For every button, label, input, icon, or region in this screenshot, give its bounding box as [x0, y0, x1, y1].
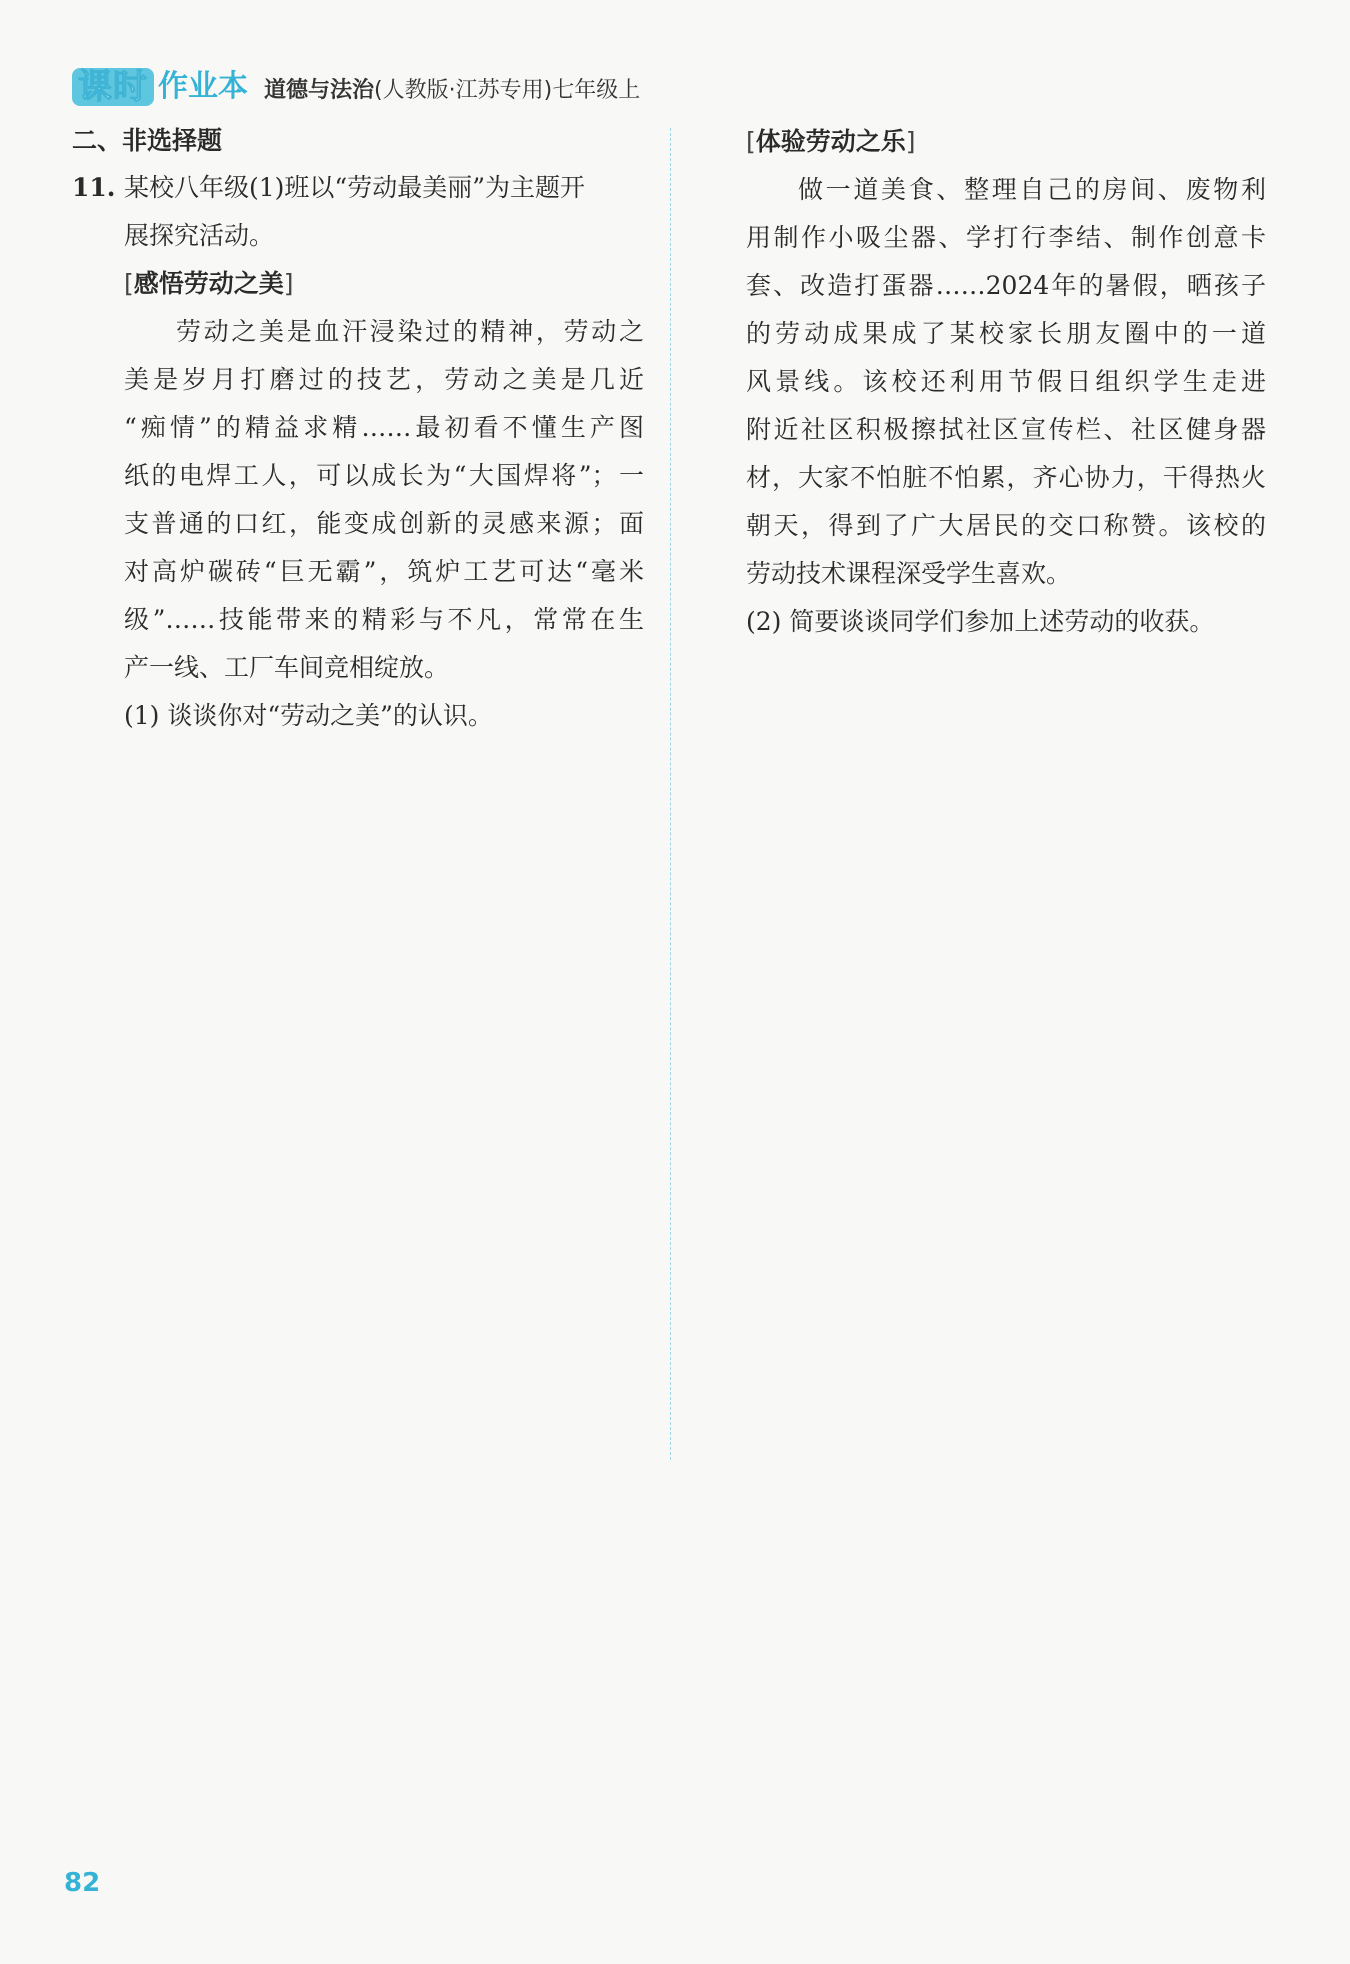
bracket-close: ] — [905, 127, 916, 156]
bracket-open: [ — [124, 269, 134, 298]
passage-line: 的劳动成果成了某校家长朋友圈中的一道 — [746, 319, 1266, 348]
passage-line: 劳动技术课程深受学生喜欢。 — [746, 559, 1072, 588]
part1-heading — [124, 260, 644, 308]
passage-line: 套、改造打蛋器……2024年的暑假，晒孩子 — [746, 271, 1266, 300]
edition-label: (人教版·江苏专用) — [374, 78, 553, 103]
page-number: 82 — [64, 1868, 101, 1898]
bracket-open: [ — [746, 127, 756, 156]
passage-line: “痴情”的精益求精……最初看不懂生产图 — [124, 413, 644, 442]
passage-line: 用制作小吸尘器、学打行李结、制作创意卡 — [746, 223, 1266, 252]
page-header — [72, 68, 640, 106]
bracket-close: ] — [283, 269, 294, 298]
question-stem-text: 某校八年级(1)班以“劳动最美丽”为主题开 — [124, 173, 585, 202]
passage-line: 材，大家不怕脏不怕累，齐心协力，干得热火 — [746, 463, 1266, 492]
column-divider — [670, 128, 671, 1460]
subquestion-2: (2) 简要谈谈同学们参加上述劳动的收获。 — [746, 607, 1215, 636]
subquestion-1: (1) 谈谈你对“劳动之美”的认识。 — [124, 701, 493, 730]
passage-line: 对高炉碳砖“巨无霸”，筑炉工艺可达“毫米 — [124, 557, 644, 586]
part1-title: 感悟劳动之美 — [133, 269, 284, 298]
passage-line: 美是岁月打磨过的技艺，劳动之美是几近 — [124, 365, 644, 394]
question-stem-line — [72, 164, 644, 212]
brand-name: 作业本 — [158, 69, 248, 104]
part1-passage — [124, 308, 644, 692]
right-column — [746, 118, 1266, 646]
passage-line: 支普通的口红，能变成创新的灵感来源；面 — [124, 509, 644, 538]
section-title: 二、非选择题 — [72, 126, 223, 155]
passage-line: 级”……技能带来的精彩与不凡，常常在生 — [124, 605, 644, 634]
part2-heading — [746, 118, 1266, 166]
passage-line: 劳动之美是血汗浸染过的精神，劳动之 — [176, 317, 644, 346]
part2-title: 体验劳动之乐 — [755, 127, 906, 156]
subject-title: 道德与法治 — [264, 78, 375, 103]
passage-line: 做一道美食、整理自己的房间、废物利 — [798, 175, 1266, 204]
left-column — [72, 118, 644, 740]
brand — [72, 68, 248, 106]
question-body — [72, 212, 644, 740]
question-stem-line: 展探究活动。 — [124, 221, 275, 250]
passage-line: 风景线。该校还利用节假日组织学生走进 — [746, 367, 1266, 396]
part2-passage — [746, 166, 1266, 598]
passage-line: 朝天，得到了广大居民的交口称赞。该校的 — [746, 511, 1266, 540]
passage-line: 纸的电焊工人，可以成长为“大国焊将”；一 — [124, 461, 644, 490]
passage-line: 附近社区积极擦拭社区宣传栏、社区健身器 — [746, 415, 1266, 444]
passage-line: 产一线、工厂车间竞相绽放。 — [124, 653, 450, 682]
brand-logo: 课时 — [72, 68, 154, 106]
grade-label: 七年级上 — [552, 78, 641, 103]
question-number: 11. — [72, 173, 116, 202]
